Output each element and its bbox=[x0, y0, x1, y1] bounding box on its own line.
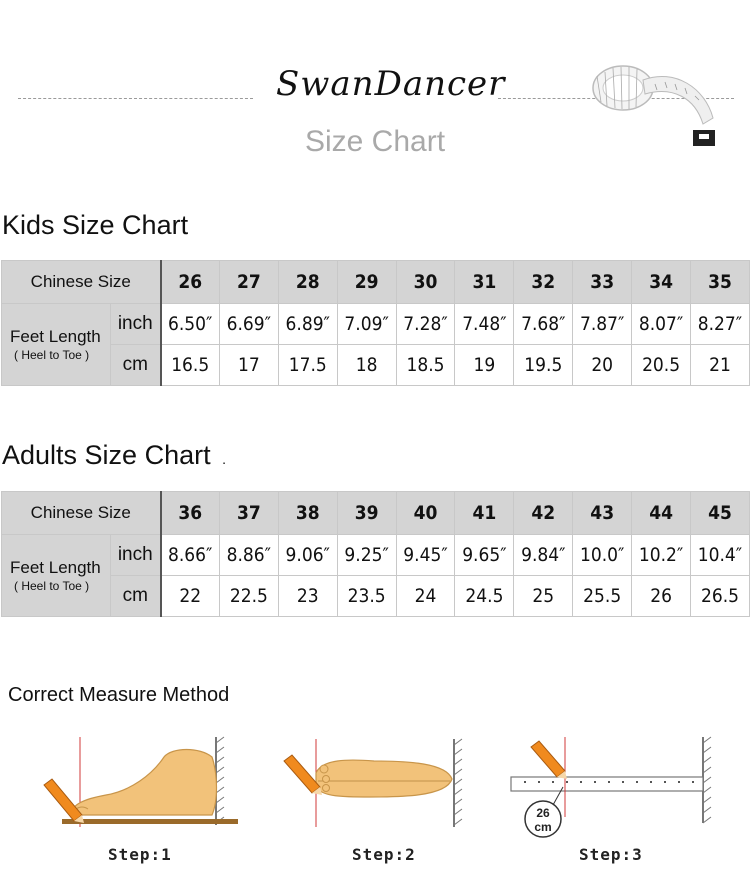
kids-size-cell: 28 bbox=[278, 261, 337, 304]
adults-size-cell: 45 bbox=[691, 492, 750, 535]
kids-cm-cell: 21 bbox=[691, 345, 750, 386]
page-subtitle: Size Chart bbox=[304, 125, 446, 158]
kids-inch-cell: 6.89″ bbox=[278, 304, 337, 345]
adults-cm-cell: 25 bbox=[514, 576, 573, 617]
kids-unit-inch: inch bbox=[111, 304, 161, 345]
kids-inch-cell: 7.28″ bbox=[396, 304, 455, 345]
wall-icon bbox=[703, 737, 711, 823]
adults-inch-cell: 9.25″ bbox=[337, 535, 396, 576]
header-divider-left bbox=[18, 98, 253, 99]
adults-size-cell: 40 bbox=[396, 492, 455, 535]
ruler-icon bbox=[511, 777, 703, 791]
kids-size-cell: 26 bbox=[161, 261, 220, 304]
adults-inch-cell: 8.86″ bbox=[219, 535, 278, 576]
kids-cm-cell: 18 bbox=[337, 345, 396, 386]
foot-side-icon bbox=[72, 750, 217, 816]
adults-size-cell: 44 bbox=[632, 492, 691, 535]
adults-cm-cell: 25.5 bbox=[573, 576, 632, 617]
kids-unit-cm: cm bbox=[111, 345, 161, 386]
kids-cm-cell: 16.5 bbox=[161, 345, 220, 386]
kids-size-cell: 32 bbox=[514, 261, 573, 304]
adults-inch-cell: 9.06″ bbox=[278, 535, 337, 576]
adults-size-cell: 41 bbox=[455, 492, 514, 535]
adults-cm-cell: 22 bbox=[161, 576, 220, 617]
kids-cm-cell: 19 bbox=[455, 345, 514, 386]
step1-illustration bbox=[40, 735, 245, 830]
adults-inch-cell: 10.2″ bbox=[632, 535, 691, 576]
adults-cm-cell: 26 bbox=[632, 576, 691, 617]
kids-inch-cell: 7.87″ bbox=[573, 304, 632, 345]
kids-size-cell: 34 bbox=[632, 261, 691, 304]
kids-cm-cell: 19.5 bbox=[514, 345, 573, 386]
kids-feet-length-label bbox=[2, 304, 111, 386]
adults-header-row bbox=[2, 492, 750, 535]
kids-inch-cell: 6.50″ bbox=[161, 304, 220, 345]
kids-cm-row bbox=[2, 345, 750, 386]
measure-value: 26 bbox=[536, 806, 550, 820]
adults-feet-length-label bbox=[2, 535, 111, 617]
adults-inch-cell: 9.65″ bbox=[455, 535, 514, 576]
adults-inch-row bbox=[2, 535, 750, 576]
step2-illustration bbox=[278, 735, 468, 830]
adults-size-cell: 39 bbox=[337, 492, 396, 535]
adults-section-title bbox=[2, 440, 226, 471]
step-1-label: Step:1 bbox=[108, 845, 172, 864]
measure-unit: cm bbox=[534, 820, 552, 834]
wall-icon bbox=[216, 737, 224, 825]
kids-size-cell: 30 bbox=[396, 261, 455, 304]
adults-header-label: Chinese Size bbox=[2, 492, 161, 535]
brand-logo: SwanDancer bbox=[276, 64, 506, 104]
adults-cm-cell: 22.5 bbox=[219, 576, 278, 617]
kids-size-cell: 35 bbox=[691, 261, 750, 304]
adults-inch-cell: 8.66″ bbox=[161, 535, 220, 576]
kids-size-cell: 29 bbox=[337, 261, 396, 304]
measure-method-title: Correct Measure Method bbox=[8, 684, 230, 706]
kids-size-table bbox=[1, 260, 750, 386]
adults-inch-cell: 9.45″ bbox=[396, 535, 455, 576]
kids-inch-cell: 8.07″ bbox=[632, 304, 691, 345]
pencil-icon bbox=[531, 741, 567, 779]
kids-cm-cell: 17.5 bbox=[278, 345, 337, 386]
adults-size-cell: 38 bbox=[278, 492, 337, 535]
adults-title-mark: . bbox=[222, 451, 226, 467]
kids-inch-cell: 7.09″ bbox=[337, 304, 396, 345]
kids-inch-cell: 7.68″ bbox=[514, 304, 573, 345]
adults-cm-cell: 23.5 bbox=[337, 576, 396, 617]
kids-cm-cell: 20 bbox=[573, 345, 632, 386]
adults-cm-cell: 24.5 bbox=[455, 576, 514, 617]
kids-section-title: Kids Size Chart bbox=[2, 210, 189, 240]
tape-measure-icon bbox=[585, 58, 735, 154]
step-3-label: Step:3 bbox=[579, 845, 643, 864]
adults-feet-label: Feet Length bbox=[10, 558, 101, 578]
adults-inch-cell: 10.0″ bbox=[573, 535, 632, 576]
kids-inch-cell: 7.48″ bbox=[455, 304, 514, 345]
kids-cm-cell: 17 bbox=[219, 345, 278, 386]
kids-size-cell: 27 bbox=[219, 261, 278, 304]
kids-header-row bbox=[2, 261, 750, 304]
kids-inch-cell: 8.27″ bbox=[691, 304, 750, 345]
kids-cm-cell: 18.5 bbox=[396, 345, 455, 386]
adults-unit-cm: cm bbox=[111, 576, 161, 617]
adults-title-text: Adults Size Chart bbox=[2, 440, 211, 470]
adults-size-cell: 36 bbox=[161, 492, 220, 535]
adults-inch-cell: 10.4″ bbox=[691, 535, 750, 576]
adults-unit-inch: inch bbox=[111, 535, 161, 576]
kids-header-label: Chinese Size bbox=[2, 261, 161, 304]
kids-inch-cell: 6.69″ bbox=[219, 304, 278, 345]
foot-top-icon bbox=[316, 760, 452, 797]
kids-size-cell: 33 bbox=[573, 261, 632, 304]
adults-feet-sublabel: ( Heel to Toe ) bbox=[14, 578, 90, 593]
wall-icon bbox=[454, 739, 462, 827]
pencil-icon bbox=[44, 779, 84, 823]
step3-illustration bbox=[505, 735, 720, 840]
adults-size-table bbox=[1, 491, 750, 617]
adults-size-cell: 37 bbox=[219, 492, 278, 535]
kids-cm-cell: 20.5 bbox=[632, 345, 691, 386]
kids-size-cell: 31 bbox=[455, 261, 514, 304]
kids-feet-label: Feet Length bbox=[10, 327, 101, 347]
kids-inch-row bbox=[2, 304, 750, 345]
adults-cm-cell: 26.5 bbox=[691, 576, 750, 617]
adults-inch-cell: 9.84″ bbox=[514, 535, 573, 576]
step-2-label: Step:2 bbox=[352, 845, 416, 864]
adults-cm-cell: 24 bbox=[396, 576, 455, 617]
adults-cm-row bbox=[2, 576, 750, 617]
adults-size-cell: 42 bbox=[514, 492, 573, 535]
adults-cm-cell: 23 bbox=[278, 576, 337, 617]
kids-feet-sublabel: ( Heel to Toe ) bbox=[14, 347, 90, 362]
adults-size-cell: 43 bbox=[573, 492, 632, 535]
